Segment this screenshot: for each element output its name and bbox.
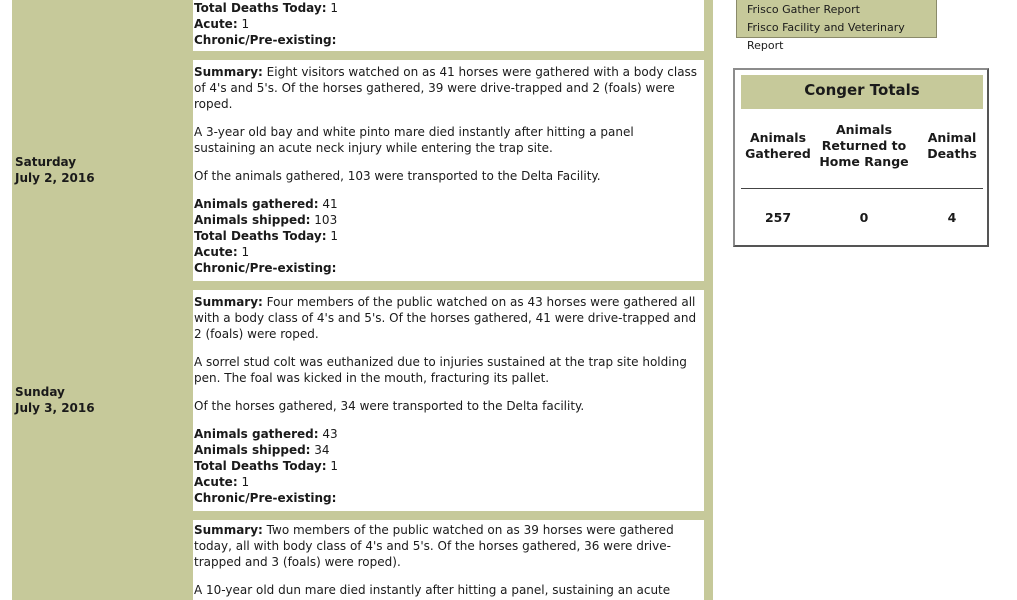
gather-report-link[interactable]: Frisco Gather Report [747, 3, 860, 16]
date-label: July 3, 2016 [15, 401, 95, 415]
date-column [12, 0, 188, 600]
header-animal-deaths: Animal Deaths [927, 130, 977, 161]
stat-row: Chronic/Pre-existing: [194, 261, 337, 275]
incident-paragraph: A sorrel stud colt was euthanized due to injuries sustained at the trap site holding pen. The foal was kicked in the mouth, fracturing its pallet. [194, 355, 687, 385]
report-links-box [736, 0, 937, 52]
entry-cell [193, 0, 704, 51]
vet-report-link[interactable]: Frisco Facility and Veterinary Report [747, 21, 905, 52]
header-returned-home-range: Animals Returned to Home Range [819, 122, 909, 169]
report-table [188, 0, 713, 600]
stat-row: Acute: 1 [194, 17, 250, 31]
stat-row: Animals shipped: 103 [194, 213, 338, 227]
summary-paragraph: Summary: Two members of the public watched on as 39 horses were gathered today, all with body class of 4's and 5's. Of the horses gathered, 36 were drive-trapped and 3 (foals) were roped). [194, 523, 674, 569]
incident-paragraph: A 3-year old bay and white pinto mare died instantly after hitting a panel sustaining an acute neck injury while entering the trap site. [194, 125, 634, 155]
header-animals-gathered: Animals Gathered [745, 130, 811, 161]
entry-cell [193, 60, 704, 281]
stat-row: Chronic/Pre-existing: [194, 33, 337, 47]
entry-cell [193, 520, 704, 600]
totals-divider [741, 188, 983, 189]
entry-date-saturday [15, 154, 95, 186]
stat-row: Animals gathered: 41 [194, 197, 338, 211]
transport-paragraph: Of the horses gathered, 34 were transported to the Delta facility. [194, 399, 585, 413]
stat-row: Acute: 1 [194, 245, 250, 259]
entry-stats [194, 0, 698, 48]
value-returned-home-range: 0 [859, 210, 869, 225]
date-label: July 2, 2016 [15, 171, 95, 185]
entry-stats [194, 426, 698, 506]
stat-row: Total Deaths Today: 1 [194, 1, 338, 15]
entry-cell [193, 290, 704, 511]
stat-row: Animals gathered: 43 [194, 427, 338, 441]
summary-paragraph: Summary: Four members of the public watched on as 43 horses were gathered all with a body class of 4's and 5's. Of the horses gathered, 41 were drive-trapped and 2 (foals) were roped. [194, 295, 697, 341]
totals-title: Conger Totals [741, 75, 983, 109]
stat-row: Total Deaths Today: 1 [194, 459, 338, 473]
entry-stats [194, 196, 698, 276]
day-label: Saturday [15, 155, 77, 169]
summary-paragraph: Summary: Eight visitors watched on as 41 horses were gathered with a body class of 4's and 5's. Of the horses gathered, 39 were drive-trapped and 2 (foals) were roped. [194, 65, 698, 111]
entry-date-sunday [15, 384, 95, 416]
value-animal-deaths: 4 [947, 210, 957, 225]
transport-paragraph: Of the animals gathered, 103 were transported to the Delta Facility. [194, 169, 601, 183]
day-label: Sunday [15, 385, 65, 399]
value-animals-gathered: 257 [764, 210, 792, 225]
stat-row: Chronic/Pre-existing: [194, 491, 337, 505]
stat-row: Total Deaths Today: 1 [194, 229, 338, 243]
totals-table [733, 68, 989, 247]
stat-row: Acute: 1 [194, 475, 250, 489]
stat-row: Animals shipped: 34 [194, 443, 330, 457]
incident-paragraph: A 10-year old dun mare died instantly after hitting a panel, sustaining an acute [194, 583, 671, 597]
